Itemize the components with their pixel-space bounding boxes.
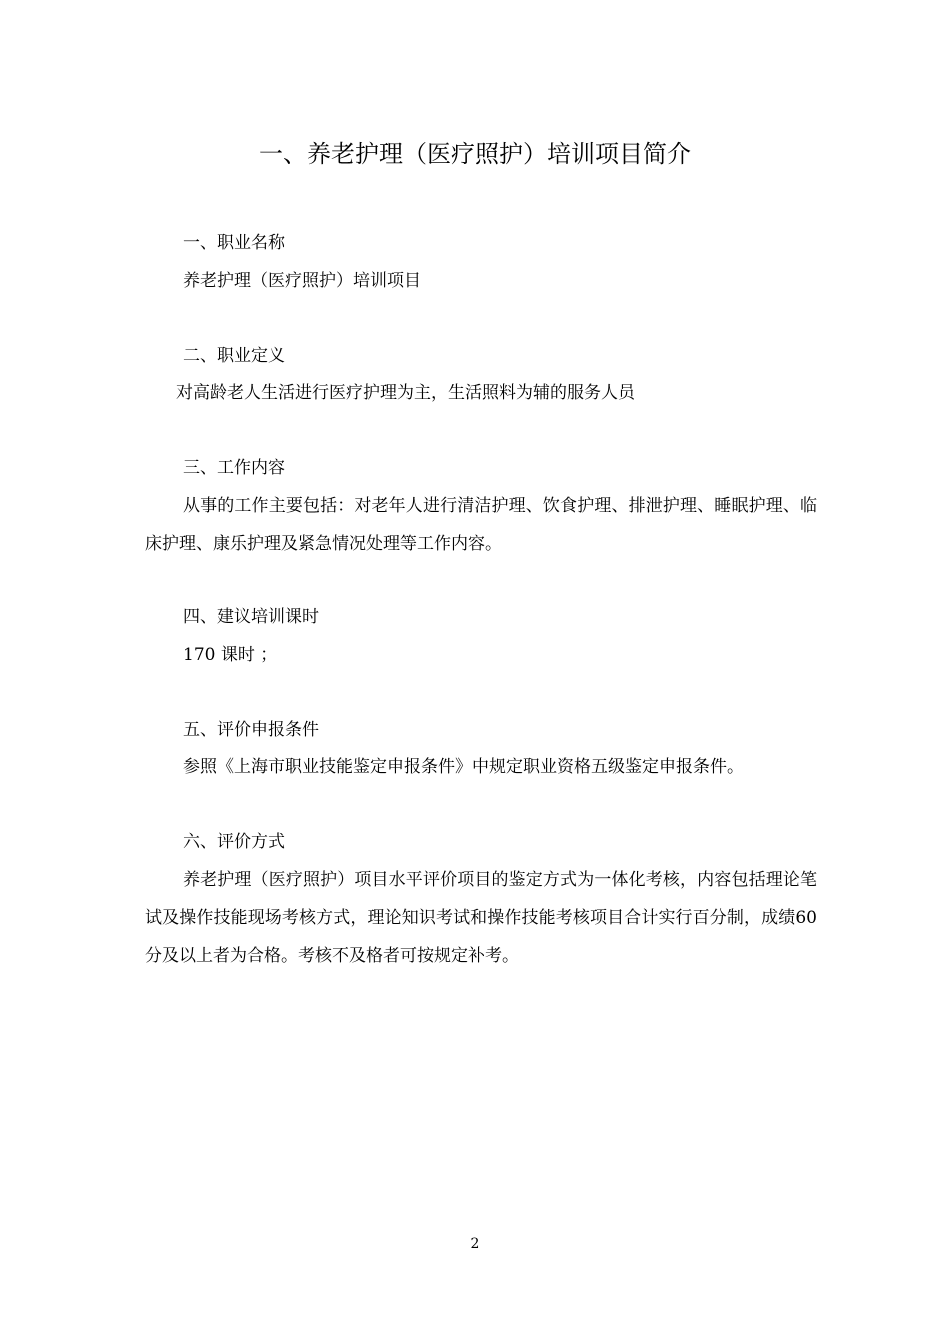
section-heading-occupation-name: 一、职业名称: [183, 233, 285, 253]
section-heading-occupation-definition: 二、职业定义: [183, 346, 285, 366]
section-heading-work-content: 三、工作内容: [183, 458, 285, 478]
section-body-occupation-definition: 对高龄老人生活进行医疗护理为主，生活照料为辅的服务人员: [176, 383, 635, 403]
section-heading-application-conditions: 五、评价申报条件: [183, 720, 319, 740]
section-heading-evaluation-method: 六、评价方式: [183, 832, 285, 852]
section-body-work-content: 从事的工作主要包括：对老年人进行清洁护理、饮食护理、排泄护理、睡眠护理、临床护理、康乐护理及紧急情况处理等工作内容。: [145, 496, 817, 554]
section-heading-training-hours: 四、建议培训课时: [183, 607, 319, 627]
section-body-training-hours: 170 课时 ；: [183, 645, 278, 665]
section-body-evaluation-method: 养老护理（医疗照护）项目水平评价项目的鉴定方式为一体化考核，内容包括理论笔试及操作技能现场考核方式，理论知识考试和操作技能考核项目合计实行百分制，成绩60分及以上者为合格。考核不及格者可按规定补考。: [145, 870, 817, 966]
section-body-application-conditions: 参照《上海市职业技能鉴定申报条件》中规定职业资格五级鉴定申报条件。: [183, 757, 744, 777]
section-body-occupation-name: 养老护理（医疗照护）培训项目: [183, 271, 421, 291]
page-number: 2: [470, 1236, 480, 1252]
page-title: 一、养老护理（医疗照护）培训项目简介: [259, 140, 691, 168]
